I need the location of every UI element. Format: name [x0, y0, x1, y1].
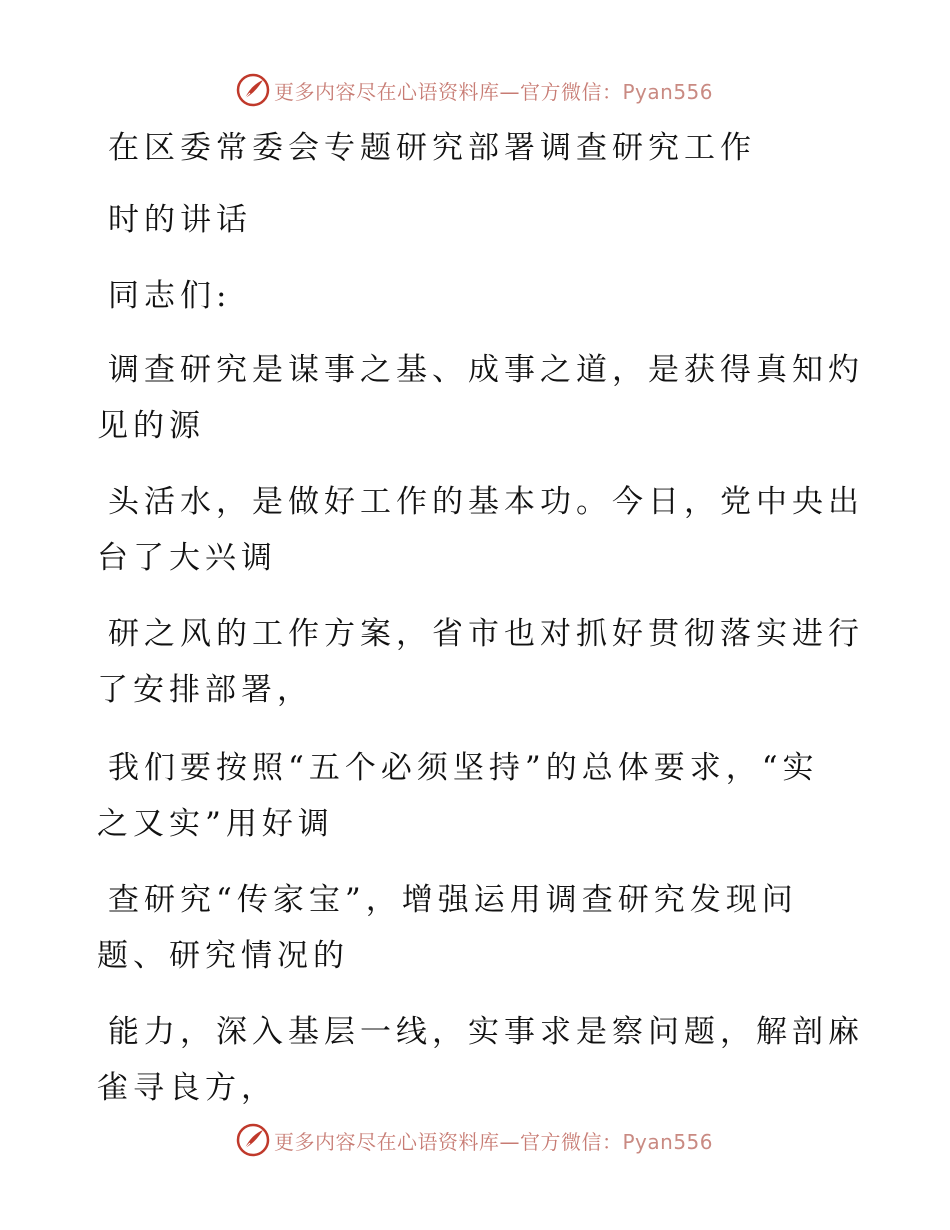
paragraph-line: 我们要按照“五个必须坚持”的总体要求，“实 [108, 750, 819, 786]
paragraph-line: 了安排部署， [97, 672, 313, 708]
paragraph-line: 查研究“传家宝”，增强运用调查研究发现问 [108, 882, 798, 918]
paragraph-line: 之又实”用好调 [97, 806, 334, 842]
watermark-brand-text: 更多内容尽在心语资料库—官方微信： [274, 1129, 623, 1154]
paragraph-line: 头活水，是做好工作的基本功。今日，党中央出 [108, 484, 864, 520]
quill-logo-icon [236, 1123, 270, 1157]
paragraph-line: 雀寻良方， [97, 1070, 277, 1106]
paragraph-line: 台了大兴调 [97, 540, 277, 576]
paragraph-line: 研之风的工作方案，省市也对抓好贯彻落实进行 [108, 616, 864, 652]
paragraph-line: 见的源 [97, 408, 205, 444]
watermark-wechat-id: Pyan556 [622, 1129, 714, 1154]
salutation: 同志们: [108, 278, 232, 314]
quill-logo-icon [236, 73, 270, 107]
header-watermark [236, 72, 713, 108]
document-title-line-2: 时的讲话 [108, 202, 252, 238]
paragraph-line: 题、研究情况的 [97, 938, 349, 974]
watermark-wechat-id: Pyan556 [622, 79, 714, 104]
footer-watermark [236, 1122, 713, 1158]
document-title-line-1: 在区委常委会专题研究部署调查研究工作 [108, 130, 756, 166]
paragraph-line: 调查研究是谋事之基、成事之道，是获得真知灼 [108, 352, 864, 388]
paragraph-line: 能力，深入基层一线，实事求是察问题，解剖麻 [108, 1014, 864, 1050]
watermark-brand-text: 更多内容尽在心语资料库—官方微信： [274, 79, 623, 104]
